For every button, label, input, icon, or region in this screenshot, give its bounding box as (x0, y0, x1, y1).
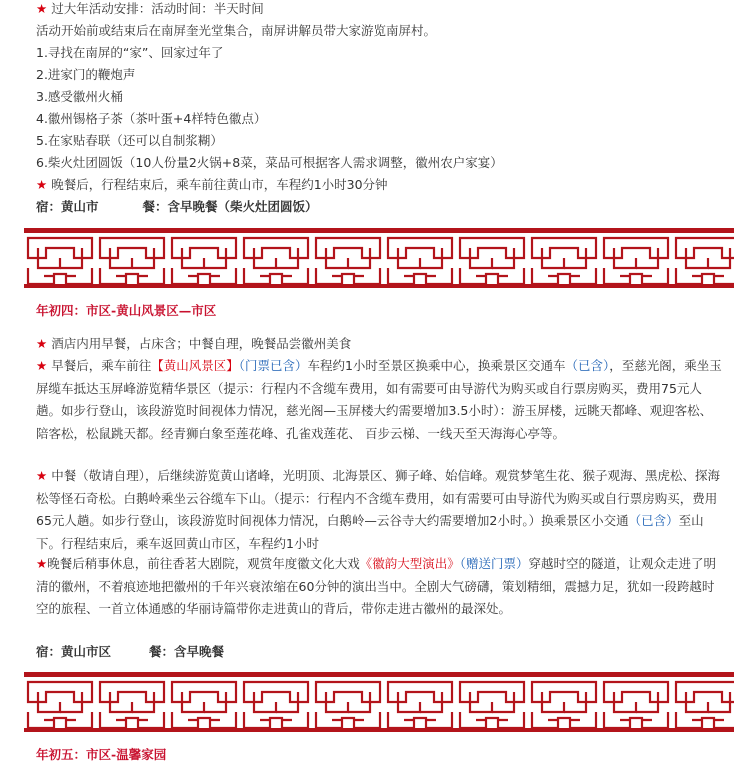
activity-item: 4.徽州锡格子茶（茶叶蛋+4样特色徽点） (36, 111, 267, 126)
transport-included: （已含） (628, 513, 679, 528)
meal-label: 餐：含早晚餐 (149, 644, 225, 659)
star-icon: ★ (36, 556, 48, 571)
afternoon-paragraph: ★ 中餐（敬请自理），后继续游览黄山诸峰，光明顶、北海景区、狮子峰、始信峰。观赏梦笔生花、猴子观海、黑虎松、探海松等怪石奇松。白鹅岭乘坐云谷缆车下山。（提示：行程内不含缆车费用，如有需要可由导游代为购买或自行票房购买，费用65元人趟。如步行登山，该段游览时间视体力情况，白鹅岭—云谷寺大约需要增加2小时。）换乘景区小交通（已含）至山下。行程结束后，乘车返回黄山市区，车程约1小时 (36, 468, 720, 551)
activity-item: 5.在家贴春联（还可以自制浆糊） (36, 133, 223, 148)
dinner-line: ★ 晚餐后，行程结束后，乘车前往黄山市，车程约1小时30分钟 (36, 177, 388, 192)
evening-paragraph: ★晚餐后稍事休息，前往香茗大剧院，观赏年度徽文化大戏《徽韵大型演出》（赠送门票）穿越时空的隧道，让观众走进了明清的徽州，不着痕迹地把徽州的千年兴衰浓缩在60分钟的演出当中。全剧大气磅礴，策划精细，震撼力足，犹如一段跨越时空的旅程、一首立体通感的华丽诗篇带你走进黄山的背后，带你走进古徽州的最深处。 (36, 556, 717, 616)
ticket-included: （门票已含） (238, 358, 308, 373)
activity-item: 6.柴火灶团圆饭（10人份量2火锅+8菜，菜品可根据客人需求调整，徽州农户家宴） (36, 155, 503, 170)
day-title: 年初五：市区-温馨家园 (36, 747, 167, 762)
transport-included: （已含） (565, 358, 610, 373)
activity-item: 3.感受徽州火桶 (36, 89, 123, 104)
lattice-divider (24, 228, 734, 288)
schedule-line: ★ 过大年活动安排：活动时间：半天时间 (36, 1, 264, 16)
activity-item: 2.进家门的鞭炮声 (36, 67, 136, 82)
star-icon: ★ (36, 336, 48, 351)
gift-ticket: （赠送门票） (459, 556, 529, 571)
stay-label: 宿：黄山市区 (36, 644, 112, 659)
hotel-line: ★ 酒店内用早餐，占床含；中餐自理，晚餐品尝徽州美食 (36, 336, 352, 351)
meal-label: 餐：含早晚餐（柴火灶团圆饭） (142, 199, 318, 214)
star-icon: ★ (36, 1, 48, 16)
morning-paragraph: ★ 早餐后，乘车前往【黄山风景区】（门票已含）车程约1小时至景区换乘中心，换乘景区交通车（已含），至慈光阁，乘坐玉屏缆车抵达玉屏峰游览精华景区（提示：行程内不含缆车费用，如有需要可由导游代为购买或自行票房购买，费用75元人趟。如步行登山，该段游览时间视体力情况，慈光阁—玉屏楼大约需要增加3.5小时）：游玉屏楼，远眺天都峰、观迎客松、陪客松，松鼠跳天都。经青狮白象至莲花峰、孔雀戏莲花、 百步云梯、一线天至天海海心亭等。 (36, 358, 722, 441)
stay-meal-line (36, 641, 722, 664)
star-icon: ★ (36, 177, 48, 192)
activity-item: 1.寻找在南屏的“家”、回家过年了 (36, 45, 224, 60)
stay-label: 宿：黄山市 (36, 199, 99, 214)
show-title: 《徽韵大型演出》 (359, 556, 460, 571)
stay-meal-line (36, 196, 722, 219)
star-icon: ★ (36, 358, 48, 373)
activity-intro: 活动开始前或结束后在南屏奎光堂集合，南屏讲解员带大家游览南屏村。 (36, 23, 437, 38)
lattice-divider (24, 672, 734, 732)
day-title: 年初四：市区-黄山风景区—市区 (36, 303, 217, 318)
star-icon: ★ (36, 468, 48, 483)
scenic-area-link: 【黄山风景区】 (151, 358, 239, 373)
